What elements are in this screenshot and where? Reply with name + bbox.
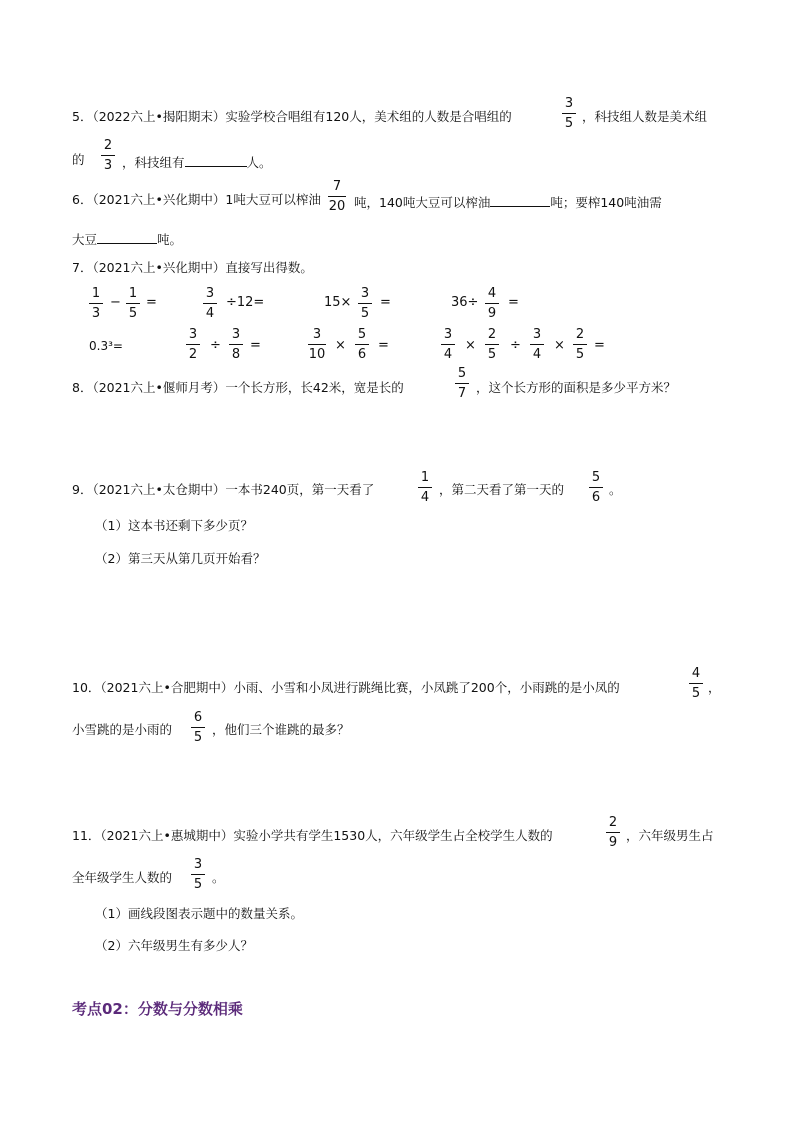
q10-line2-text: ，他们三个谁跳的最多？ [212, 722, 350, 737]
q7-r1-eq-4: = [508, 295, 519, 310]
q7-r1-minus: − [110, 295, 121, 310]
q7-title: 7．（2021六上•兴化期中）直接写出得数。 [72, 260, 313, 275]
q5-line1-text: 5．（2022六上•揭阳期末）实验学校合唱组有120人，美术组的人数是合唱组的 [72, 109, 512, 124]
q10-fraction-6-5: 6 5 [191, 711, 205, 744]
q6-answer-blank-2[interactable] [97, 231, 157, 244]
q10-line1-comma: ， [708, 680, 721, 695]
q6-answer-blank-1[interactable] [490, 194, 550, 207]
q5-fraction-2-3: 2 3 [101, 139, 115, 172]
q11-line1-text: 11．（2021六上•惠城期中）实验小学共有学生1530人，六年级学生占全校学生人数的 [72, 828, 553, 843]
q11-fraction-2-9: 2 9 [606, 816, 620, 849]
q11-sub-2: （2）六年级男生有多少人？ [95, 938, 253, 953]
q8-fraction-5-7: 5 7 [455, 367, 469, 400]
q7-r2-frac-3-8: 3 8 [229, 328, 243, 361]
q7-r1-frac-4-9: 4 9 [485, 287, 499, 320]
q7-r2-times: × [335, 338, 346, 353]
q7-r2-div: ÷ [210, 338, 221, 353]
q6-fraction-7-20: 7 20 [328, 179, 346, 214]
q7-r1-eq-1: = [146, 295, 157, 310]
q7-r2-frac-2-5-a: 2 5 [485, 328, 499, 361]
q5-line2-text: ，科技组有 人。 [122, 155, 272, 170]
section-heading: 考点02：分数与分数相乘 [72, 1000, 243, 1018]
q7-r1-frac-1-3: 1 3 [89, 287, 103, 320]
q9-period: 。 [609, 482, 622, 497]
q7-r2-eq-2: = [250, 338, 261, 353]
q7-r2-times-b: × [554, 338, 565, 353]
q9-sub-2: （2）第三天从第几页开始看？ [95, 551, 266, 566]
q10-line2-label: 小雪跳的是小雨的 [72, 722, 173, 737]
q7-r1-eq-3: = [380, 295, 391, 310]
q9-fraction-5-6: 5 6 [589, 471, 603, 504]
q7-r2-frac-3-4-b: 3 4 [530, 328, 544, 361]
q7-r2-div-b: ÷ [510, 338, 521, 353]
q9-middle: ，第二天看了第一天的 [439, 482, 565, 497]
q7-r1-frac-3-5: 3 5 [358, 287, 372, 320]
q11-line1-tail: ，六年级男生占 [626, 828, 714, 843]
q7-r1-div-12: ÷12= [226, 295, 265, 310]
q7-r2-times-a: × [465, 338, 476, 353]
q7-r2-eq-4: = [594, 338, 605, 353]
q6-line1-tail: 吨，140吨大豆可以榨油 吨；要榨140吨油需 [354, 195, 662, 210]
q8-text: 8．（2021六上•偃师月考）一个长方形，长42米，宽是长的 [72, 380, 404, 395]
q7-r2-frac-3-4-a: 3 4 [441, 328, 455, 361]
q11-line2-label: 全年级学生人数的 [72, 870, 173, 885]
q5-fraction-3-5: 3 5 [562, 97, 576, 130]
q11-fraction-3-5: 3 5 [191, 858, 205, 891]
q7-r2-eq-3: = [378, 338, 389, 353]
q8-tail: ，这个长方形的面积是多少平方米？ [476, 380, 677, 395]
q11-sub-1: （1）画线段图表示题中的数量关系。 [95, 906, 303, 921]
q7-r1-36-div: 36÷ [451, 295, 479, 310]
q7-r2-frac-3-2: 3 2 [186, 328, 200, 361]
q5-line2-label: 的 [72, 152, 85, 167]
q7-r1-frac-3-4: 3 4 [203, 287, 217, 320]
q7-r2-frac-5-6: 5 6 [355, 328, 369, 361]
q7-r1-frac-1-5: 1 5 [126, 287, 140, 320]
q11-period: 。 [212, 870, 225, 885]
q7-r1-15-times: 15× [324, 295, 352, 310]
q6-line1-text: 6．（2021六上•兴化期中）1吨大豆可以榨油 [72, 192, 321, 207]
q10-fraction-4-5: 4 5 [689, 667, 703, 700]
q10-line1-text: 10．（2021六上•合肥期中）小雨、小雪和小凤进行跳绳比赛，小凤跳了200个，小雨跳的是小凤的 [72, 680, 620, 695]
q9-sub-1: （1）这本书还剩下多少页？ [95, 518, 253, 533]
q5-line1-tail: ，科技组人数是美术组 [582, 109, 708, 124]
q5-answer-blank[interactable] [185, 154, 247, 167]
q9-text: 9．（2021六上•太仓期中）一本书240页，第一天看了 [72, 482, 375, 497]
q7-r2-frac-2-5-b: 2 5 [573, 328, 587, 361]
q9-fraction-1-4: 1 4 [418, 471, 432, 504]
q6-line2-text: 大豆 吨。 [72, 232, 183, 247]
q7-r2-frac-3-10: 3 10 [308, 327, 326, 362]
q7-r2-cube: 0.3³= [89, 339, 123, 353]
